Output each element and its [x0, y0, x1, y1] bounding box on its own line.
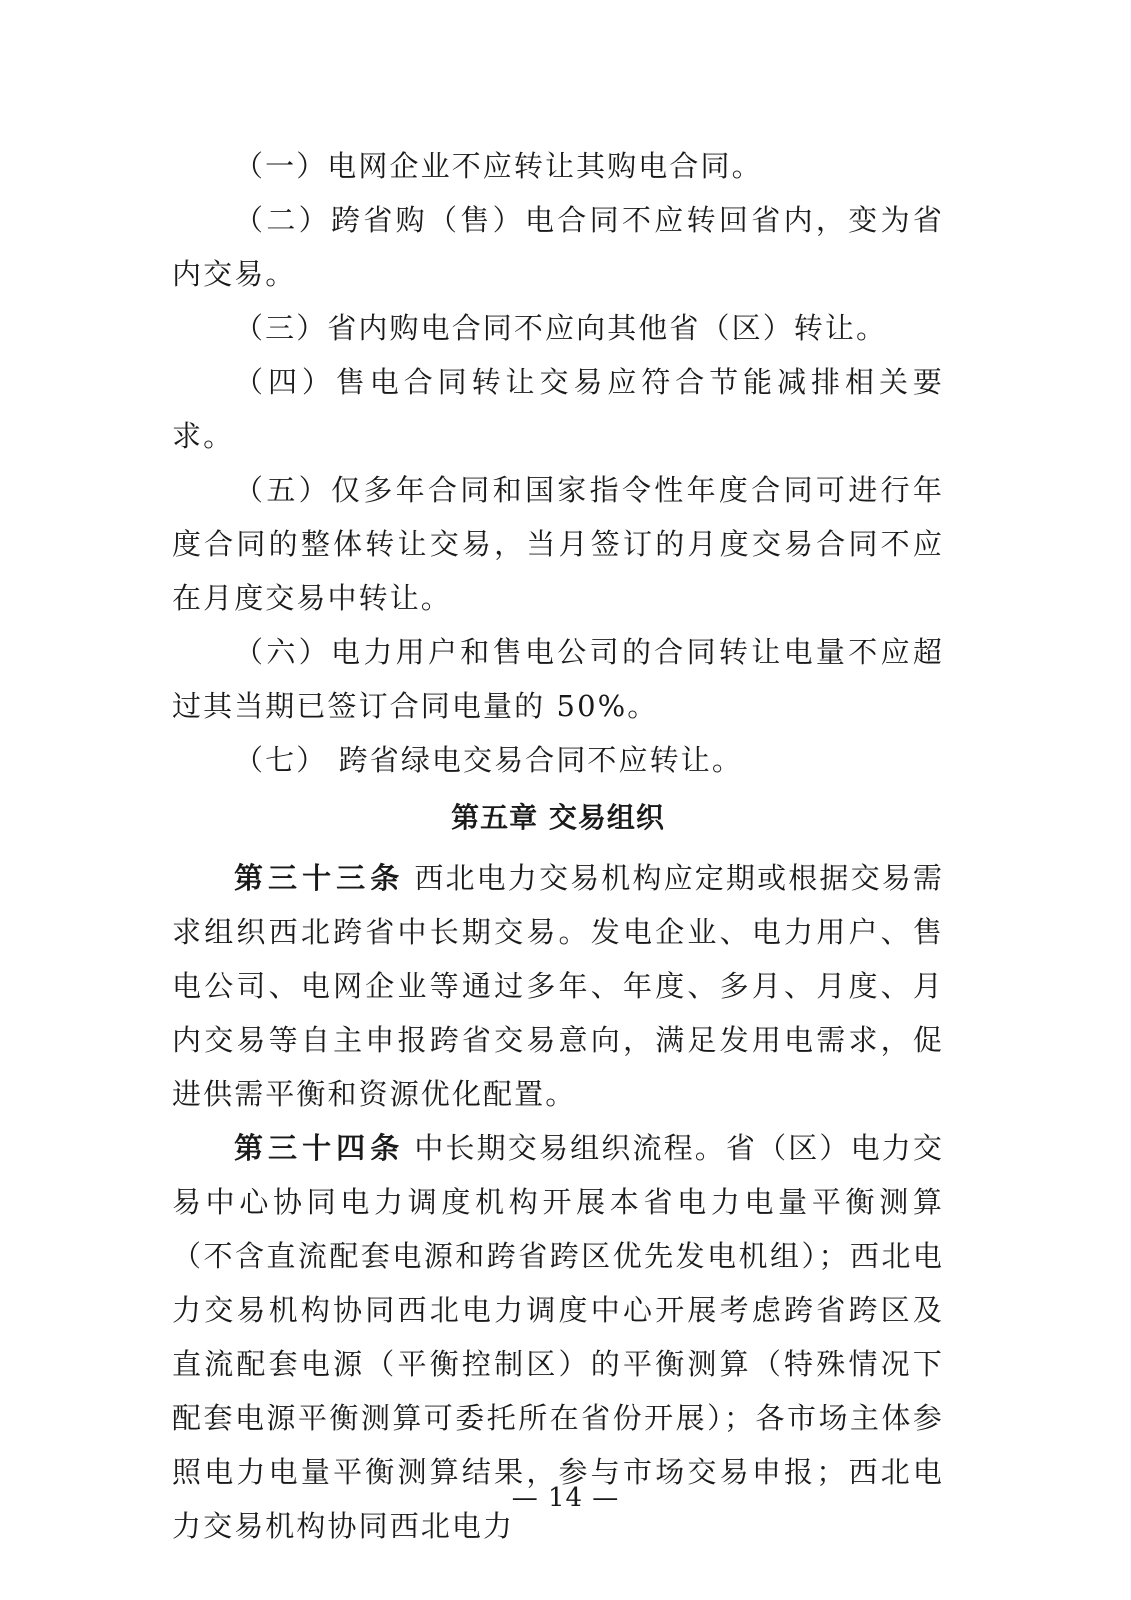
article-33-title: 第三十三条 — [234, 861, 405, 895]
document-body — [172, 139, 944, 1553]
clause-5: （五）仅多年合同和国家指令性年度合同可进行年度合同的整体转让交易，当月签订的月度交易合同不应在月度交易中转让。 — [172, 473, 944, 615]
clause-6: （六）电力用户和售电公司的合同转让电量不应超过其当期已签订合同电量的 50%。 — [172, 635, 944, 723]
article-33 — [172, 851, 944, 1121]
article-33-text: 西北电力交易机构应定期或根据交易需求组织西北跨省中长期交易。发电企业、电力用户、售电公司、电网企业等通过多年、年度、多月、月度、月内交易等自主申报跨省交易意向，满足发用电需求，促进供需平衡和资源优化配置。 — [172, 861, 944, 1111]
clause-4: （四）售电合同转让交易应符合节能减排相关要求。 — [172, 365, 944, 453]
article-34-title: 第三十四条 — [234, 1131, 405, 1165]
chapter-heading: 第五章 交易组织 — [451, 801, 665, 834]
clause-1: （一）电网企业不应转让其购电合同。 — [234, 149, 763, 183]
clause-2: （二）跨省购（售）电合同不应转回省内，变为省内交易。 — [172, 203, 944, 291]
page-number: — 14 — — [511, 1483, 620, 1513]
article-34-text: 中长期交易组织流程。省（区）电力交易中心协同电力调度机构开展本省电力电量平衡测算（不含直流配套电源和跨省跨区优先发电机组）；西北电力交易机构协同西北电力调度中心开展考虑跨省跨区及直流配套电源（平衡控制区）的平衡测算（特殊情况下配套电源平衡测算可委托所在省份开展）；各市场主体参照电力电量平衡测算结果，参与市场交易申报；西北电力交易机构协同西北电力 — [172, 1131, 944, 1543]
clause-7: （七） 跨省绿电交易合同不应转让。 — [234, 743, 743, 777]
clause-3: （三）省内购电合同不应向其他省（区）转让。 — [234, 311, 888, 345]
